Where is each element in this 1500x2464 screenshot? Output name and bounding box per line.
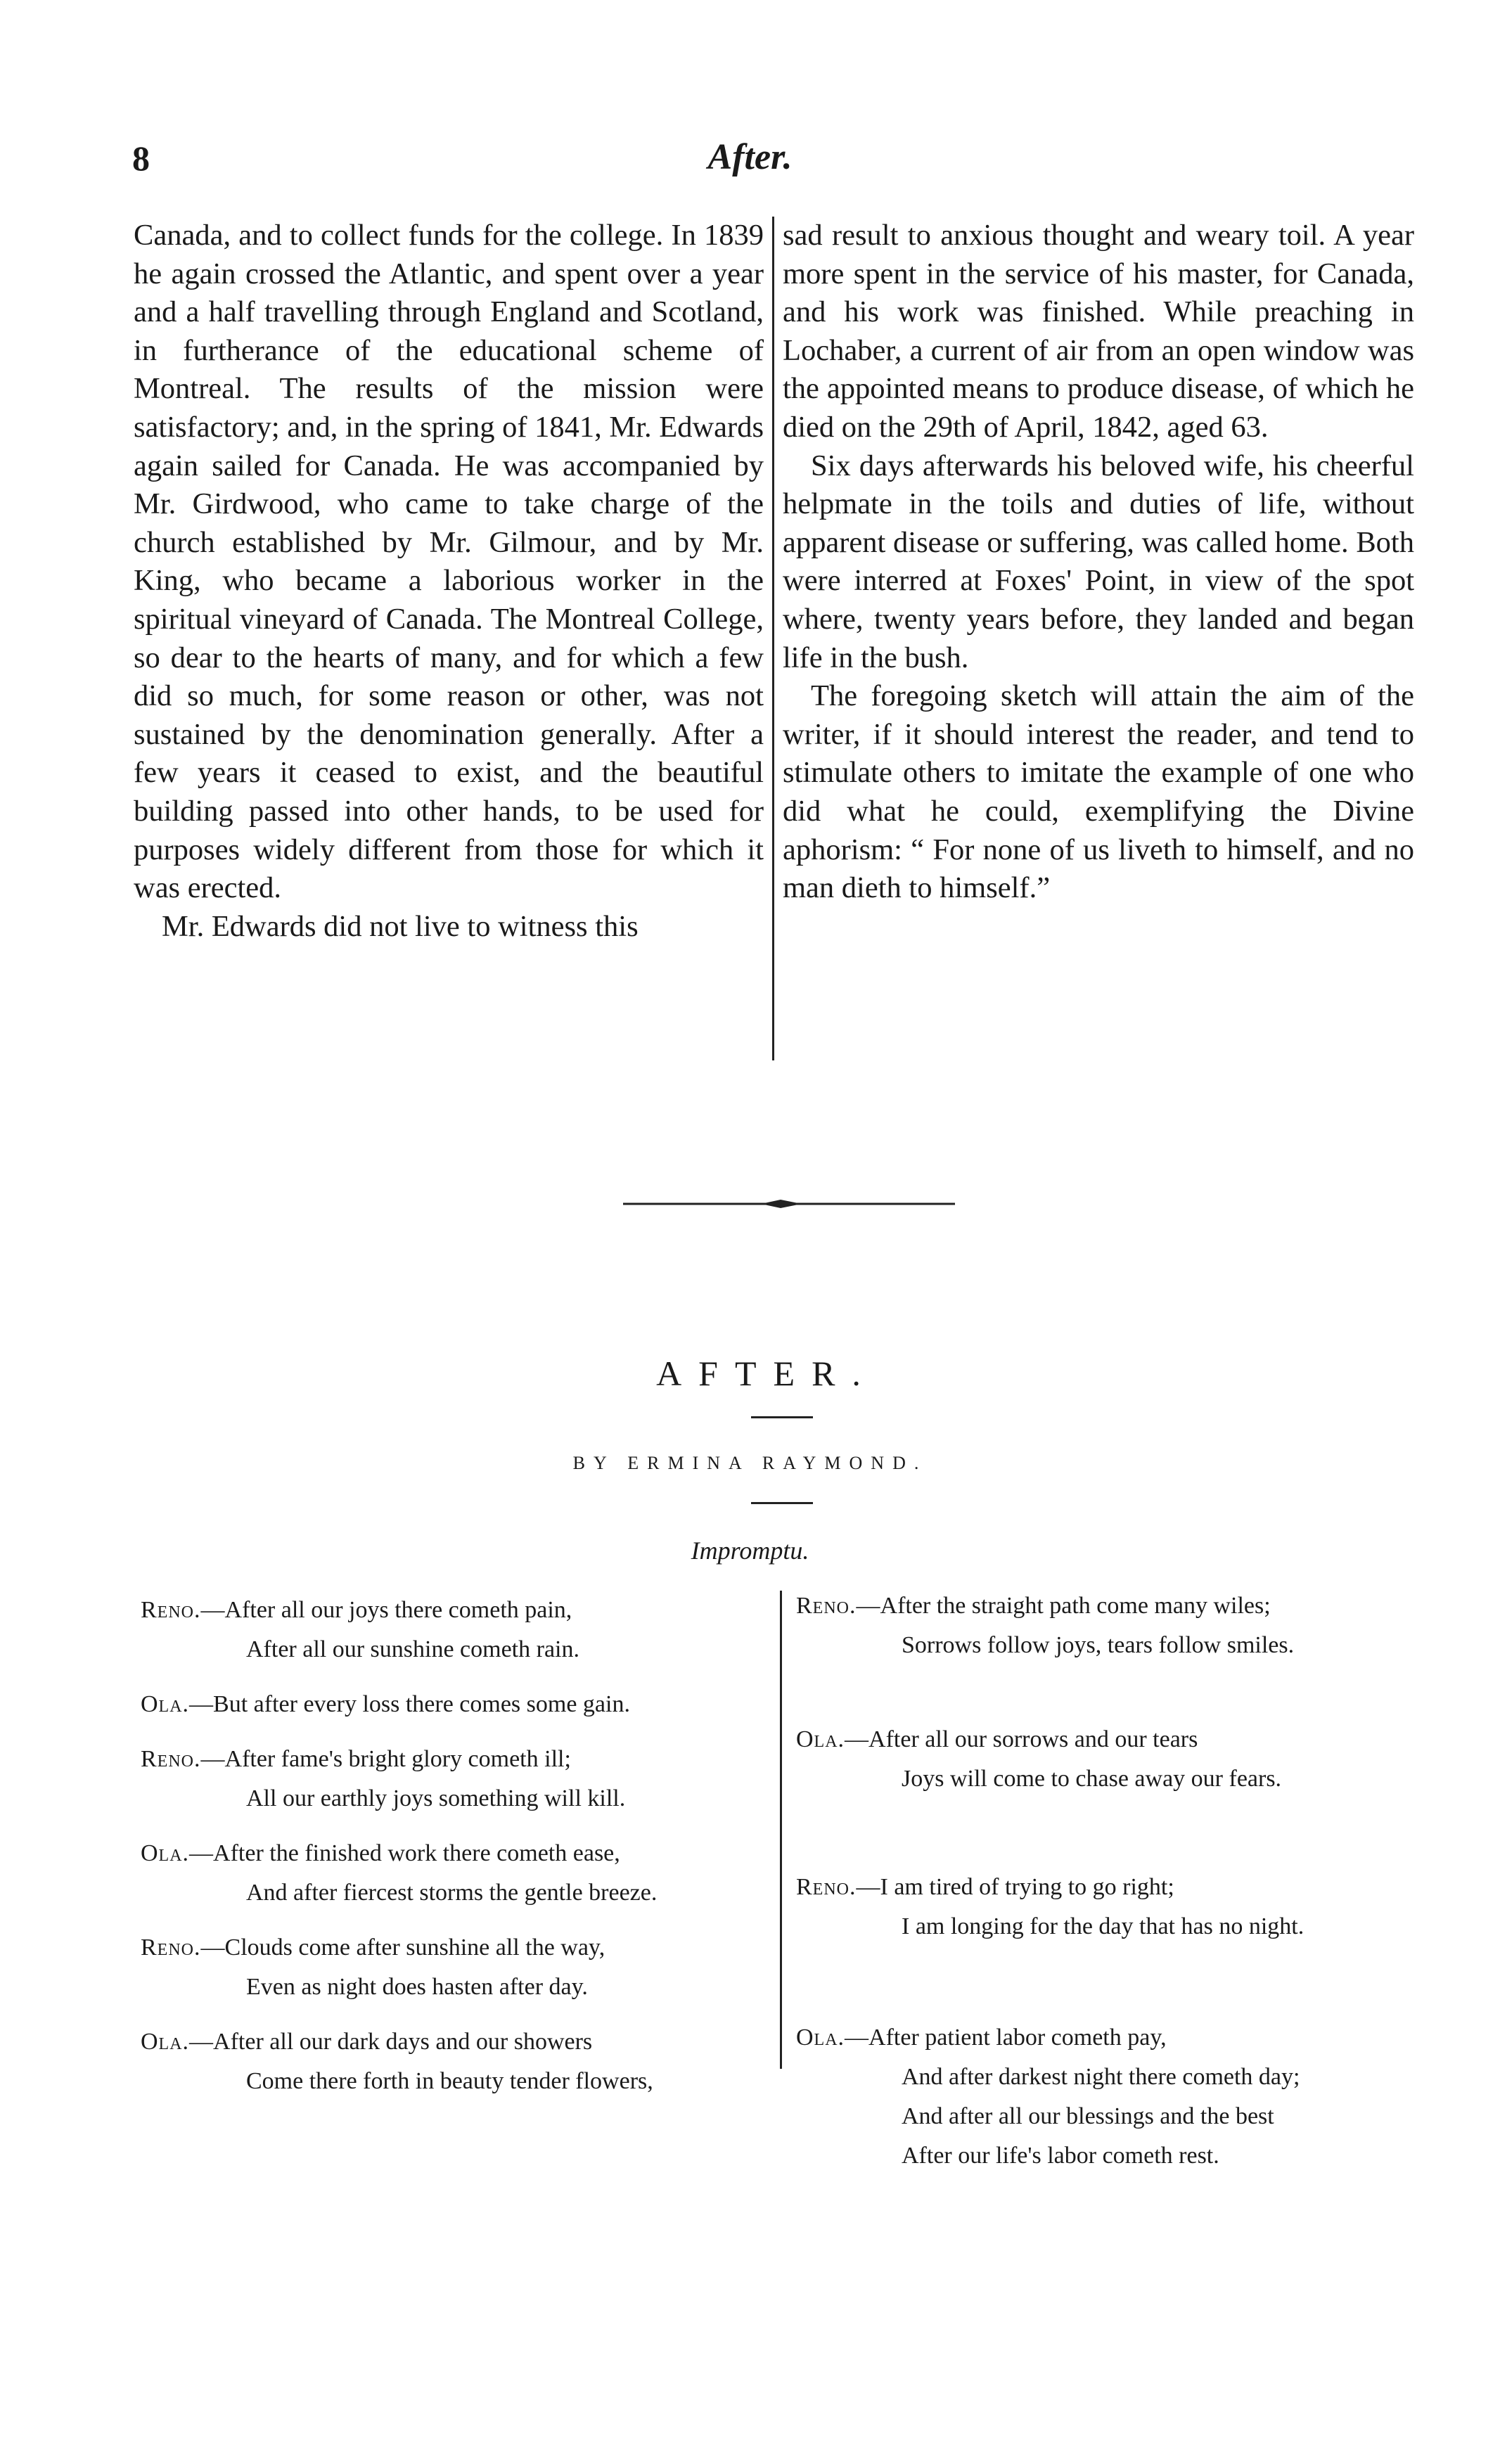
poem-line: —After all our sorrows and our tears (845, 1726, 1198, 1752)
poem-stanza (141, 1928, 759, 2007)
paragraph: Mr. Edwards did not live to witness this (162, 909, 639, 943)
speaker-name: Reno. (141, 1934, 201, 1961)
speaker-name: Reno. (141, 1597, 201, 1623)
poem-line: And after darkest night there cometh day; (902, 2064, 1300, 2090)
poem-stanza (141, 1740, 759, 1818)
poem-column-divider (780, 1591, 782, 2069)
paragraph: Canada, and to collect funds for the college. In 1839 he again crossed the Atlantic, and spent over a year and a half travelling through England and Scotland, in furtherance of the educational scheme of Montreal. The results of the mission were satisfactory; and, in the spring of 1841, Mr. Edwards again sailed for Canada. He was accompanied by Mr. Girdwood, who came to take charge of the church established by Mr. Gilmour, and by Mr. King, who became a laborious worker in the spiritual vineyard of Canada. The Montreal College, so dear to the hearts of many, and for which a few did so much, for some reason or other, was not sustained by the denomination generally. After a few years it ceased to exist, and the beautiful building passed into other hands, to be used for purposes widely different from those for which it was erected. (134, 219, 764, 905)
paragraph: sad result to anxious thought and weary toil. A year more spent in the service of his master, for Canada, and his work was finished. While preaching in Lochaber, a current of air from an open window was the appointed means to produce disease, of which he died on the 29th of April, 1842, aged 63. (783, 219, 1414, 444)
poem-stanza (141, 1834, 759, 1913)
poem-line: Even as night does hasten after day. (246, 1974, 588, 2000)
page-number: 8 (132, 139, 150, 178)
poem-line: Come there forth in beauty tender flowers, (246, 2068, 653, 2094)
poem-line: —I am tired of trying to go right; (856, 1874, 1174, 1900)
paragraph: The foregoing sketch will attain the aim of the writer, if it should interest the reader, and tend to stimulate others to imitate the example of one who did what he could, exemplifying the Divine aphorism: “ For none of us liveth to himself, and no man dieth to himself.” (783, 679, 1414, 905)
poem-line: After all our sunshine cometh rain. (246, 1636, 579, 1662)
poem-stanza (141, 2022, 759, 2101)
poem-stanza (796, 1586, 1429, 1665)
speaker-name: Reno. (796, 1874, 857, 1900)
poem-line: —Clouds come after sunshine all the way, (200, 1934, 605, 1961)
poem-subtitle: Impromptu. (691, 1536, 809, 1565)
speaker-name: Reno. (796, 1593, 857, 1619)
poem-byline: BY ERMINA RAYMOND. (572, 1453, 928, 1473)
poem-line: —After fame's bright glory cometh ill; (200, 1746, 571, 1772)
poem-line: —After the finished work there cometh ease, (189, 1840, 620, 1866)
poem-title: AFTER. (656, 1354, 878, 1393)
column-divider (772, 217, 774, 1060)
poem-stanza (796, 1720, 1429, 1799)
section-ornament (0, 1198, 1500, 1209)
poem-right-column (796, 1586, 1429, 2191)
paragraph: Six days afterwards his beloved wife, his cheerful helpmate in the toils and duties of life, without apparent disease or suffering, was called home. Both were interred at Foxes' Point, in view of the spot where, twenty years before, they landed and began life in the bush. (783, 449, 1414, 674)
poem-line: —After patient labor cometh pay, (845, 2025, 1167, 2051)
speaker-name: Ola. (141, 1840, 190, 1866)
article-right-column (783, 217, 1414, 908)
running-head: After. (707, 137, 793, 177)
poem-line: Sorrows follow joys, tears follow smiles. (902, 1632, 1295, 1658)
poem-left-column (141, 1591, 759, 2117)
article-left-column (134, 217, 764, 946)
poem-line: —But after every loss there comes some gain. (189, 1691, 630, 1717)
poem-line: —After all our joys there cometh pain, (200, 1597, 572, 1623)
poem-stanza (796, 1868, 1429, 1946)
speaker-name: Ola. (796, 1726, 845, 1752)
speaker-name: Ola. (796, 2025, 845, 2051)
poem-stanza (141, 1685, 759, 1724)
speaker-name: Reno. (141, 1746, 201, 1772)
poem-line: —After all our dark days and our showers (189, 2029, 593, 2055)
poem-line: And after all our blessings and the best (902, 2103, 1274, 2129)
speaker-name: Ola. (141, 1691, 190, 1717)
byline-rule (751, 1502, 813, 1504)
speaker-name: Ola. (141, 2029, 190, 2055)
poem-line: I am longing for the day that has no night. (902, 1913, 1305, 1939)
poem-line: —After the straight path come many wiles; (856, 1593, 1271, 1619)
poem-stanza (796, 2018, 1429, 2176)
poem-line: Joys will come to chase away our fears. (902, 1766, 1282, 1792)
poem-stanza (141, 1591, 759, 1669)
poem-line: After our life's labor cometh rest. (902, 2143, 1219, 2169)
title-rule (751, 1416, 813, 1418)
poem-line: All our earthly joys something will kill. (246, 1785, 626, 1811)
poem-line: And after fiercest storms the gentle breeze. (246, 1880, 658, 1906)
